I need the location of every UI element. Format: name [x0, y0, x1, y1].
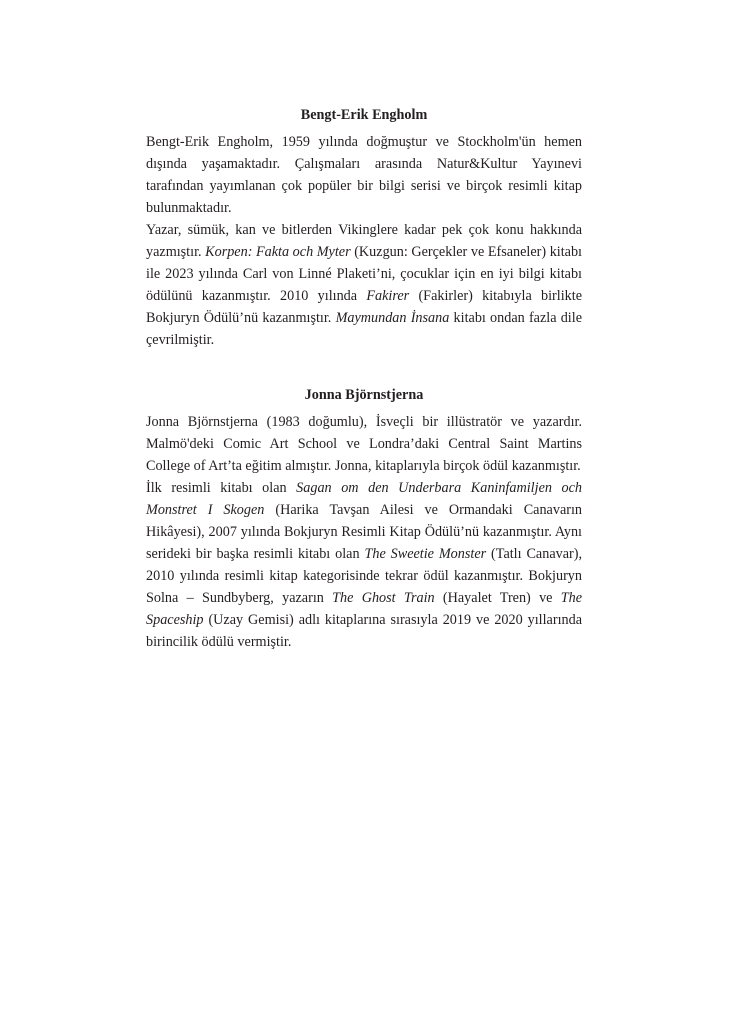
paragraph-text: (Hayalet Tren) ve — [434, 590, 561, 606]
page-body — [146, 104, 582, 653]
book-title-text: Fakirer — [366, 288, 410, 304]
book-title-text: The Sweetie Monster — [364, 546, 487, 562]
paragraph-text: (Fakirler) kitabıyla birlikte Bokjuryn Ödülü’nü kazanmıştır. — [146, 288, 582, 326]
book-title-text: Sagan om den Underbara Kaninfamiljen och Monstret I Skogen — [146, 480, 583, 518]
paragraph-text: Yazar, sümük, kan ve bitlerden Vikinglere kadar pek çok konu hakkında yazmıştır. — [146, 222, 582, 260]
paragraph-text: (Uzay Gemisi) adlı kitaplarına sırasıyla 2019 ve 2020 yıllarında birincilik ödülü vermiştir. — [146, 612, 582, 650]
paragraph-text: Bengt-Erik Engholm, 1959 yılında doğmuştur ve Stockholm'ün hemen dışında yaşamaktadır. Çalışmaları arasında Natur&Kultur Yayınevi tarafından yayımlanan çok popüler bir bilgi serisi ve birçok resimli kitap bulunmaktadır. — [146, 134, 582, 216]
paragraph-text: Jonna Björnstjerna (1983 doğumlu), İsveçli bir illüstratör ve yazardır. Malmö'deki Comic Art School ve Londra’daki Central Saint Martins College of Art’ta eğitim almıştır. Jonna, kitaplarıyla birçok ödül kazanmıştır. — [146, 414, 582, 474]
bio-paragraph — [146, 131, 582, 219]
paragraph-text: (Tatlı Canavar), 2010 yılında resimli kitap kategorisinde tekrar ödül kazanmıştır. Bokjuryn Solna – Sundbyberg, yazarın — [146, 546, 582, 606]
bio-paragraph — [146, 411, 582, 477]
book-title-text: Korpen: Fakta och Myter — [205, 244, 351, 260]
bio-paragraph — [146, 219, 582, 351]
bio-title: Bengt-Erik Engholm — [300, 107, 428, 123]
book-title-text: The Spaceship — [146, 590, 583, 628]
bio-section-bjornstjerna — [146, 384, 582, 653]
book-title-text: The Ghost Train — [332, 590, 435, 606]
paragraph-text: (Kuzgun: Gerçekler ve Efsaneler) kitabı ile 2023 yılında Carl von Linné Plaketi’ni, çocuklar için en iyi bilgi kitabı ödülünü kazanmıştır. 2010 yılında — [146, 244, 582, 304]
bio-section-engholm — [146, 104, 582, 351]
paragraph-text: kitabı ondan fazla dile çevrilmiştir. — [146, 310, 582, 348]
paragraph-text: İlk resimli kitabı olan — [146, 480, 297, 496]
bio-title: Jonna Björnstjerna — [304, 387, 424, 403]
paragraph-text: (Harika Tavşan Ailesi ve Ormandaki Canavarın Hikâyesi), 2007 yılında Bokjuryn Resimli Kitap Ödülü’nü kazanmıştır. Aynı serideki bir başka resimli kitabı olan — [146, 502, 582, 562]
bio-paragraph — [146, 477, 582, 653]
book-title-text: Maymundan İnsana — [335, 310, 450, 326]
